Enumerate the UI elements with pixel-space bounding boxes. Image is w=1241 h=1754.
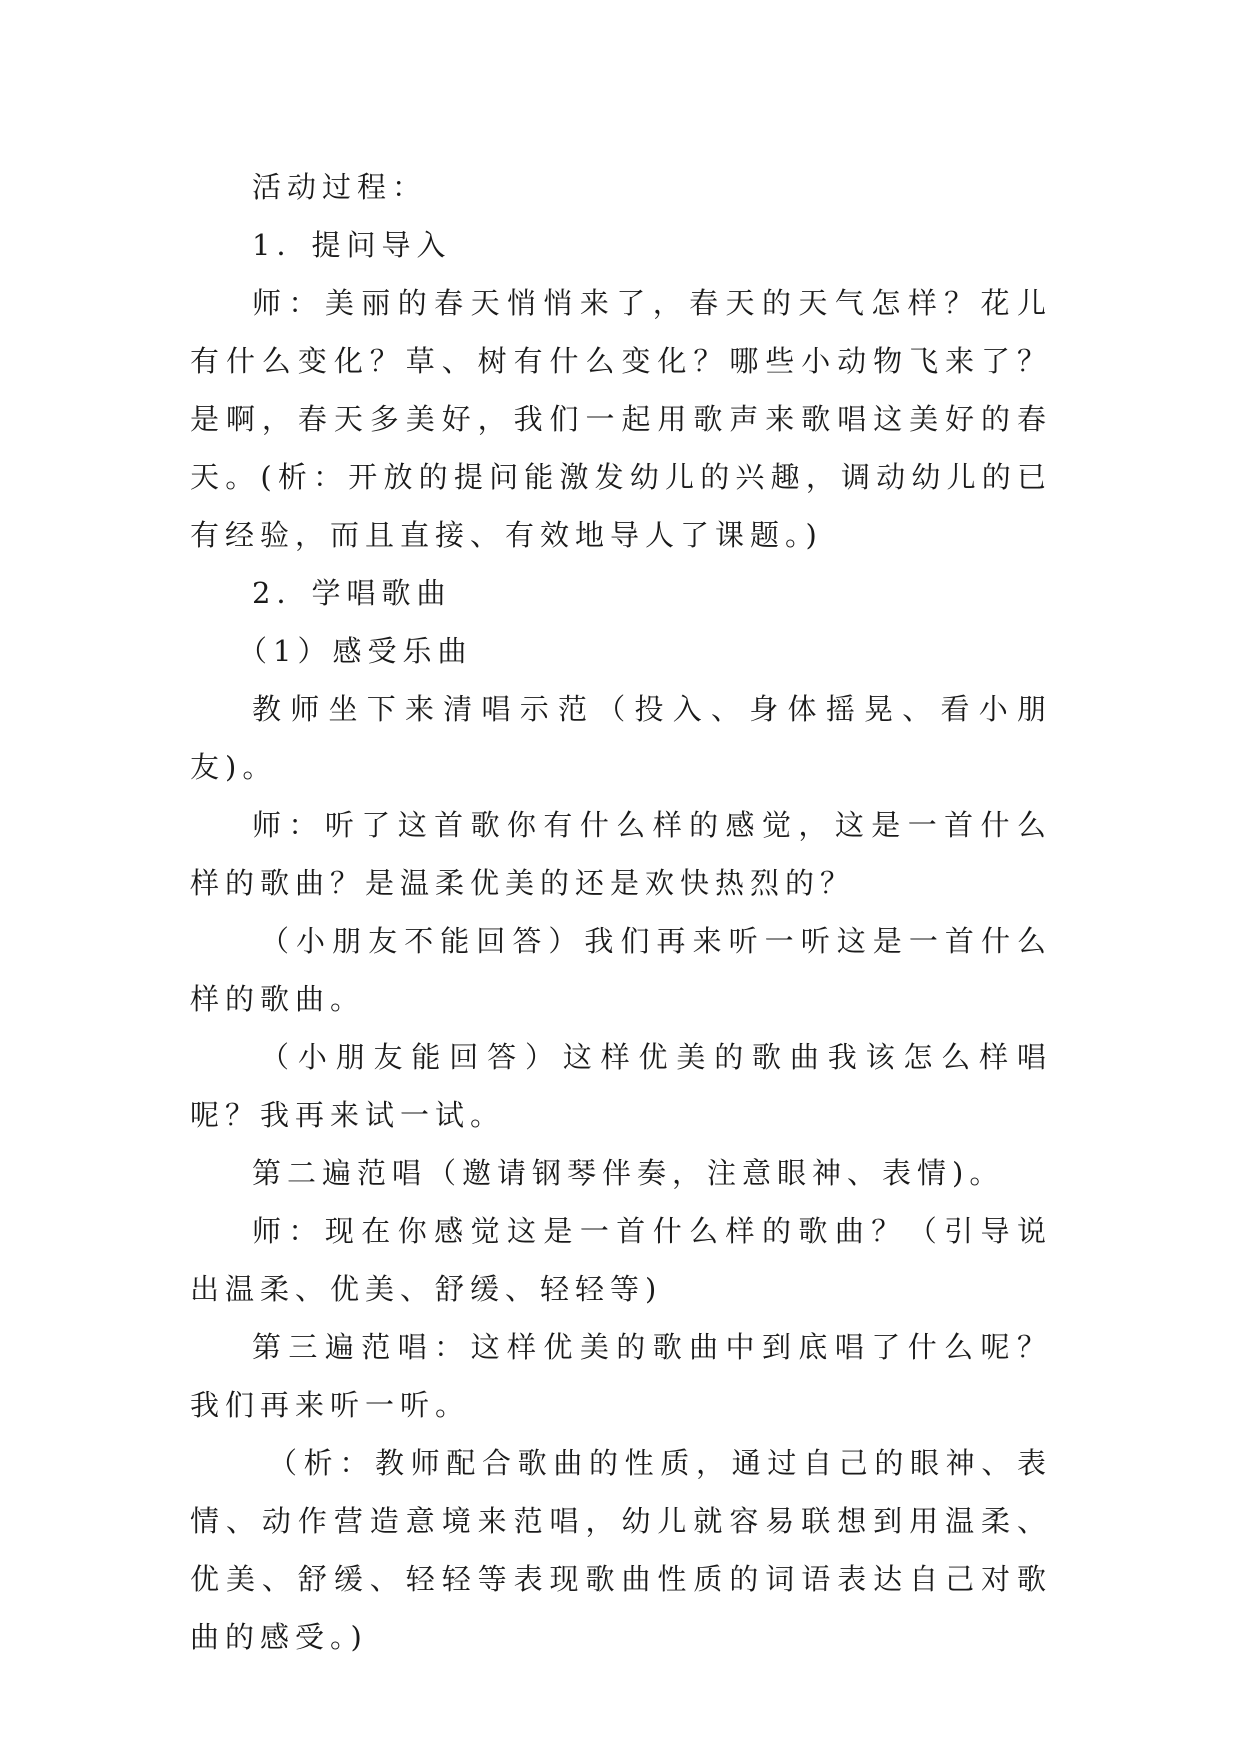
paragraph-second-demo: 第二遍范唱（邀请钢琴伴奏，注意眼神、表情)。 [252, 1156, 1005, 1190]
paragraph-teacher-feel: 师：现在你感觉这是一首什么样的歌曲？（引导说出温柔、优美、舒缓、轻轻等) [190, 1214, 1052, 1306]
activity-heading: 活动过程： [252, 170, 428, 204]
paragraph-cannot-answer: （小朋友不能回答）我们再来听一听这是一首什么样的歌曲。 [190, 924, 1052, 1016]
paragraph-third-demo: 第三遍范唱：这样优美的歌曲中到底唱了什么呢？我们再来听一听。 [190, 1330, 1052, 1422]
paragraph-teacher-question: 师：听了这首歌你有什么样的感觉，这是一首什么样的歌曲？是温柔优美的还是欢快热烈的？ [190, 808, 1052, 900]
paragraph-analysis: （析：教师配合歌曲的性质，通过自己的眼神、表情、动作营造意境来范唱，幼儿就容易联想到用温柔、优美、舒缓、轻轻等表现歌曲性质的词语表达自己对歌曲的感受。) [190, 1446, 1052, 1654]
paragraph-teacher-demo: 教师坐下来清唱示范（投入、身体摇晃、看小朋友)。 [190, 692, 1052, 784]
section-1-heading: 1．提问导入 [252, 228, 452, 262]
section-2-heading: 2．学唱歌曲 [252, 576, 452, 610]
document-body [190, 158, 1052, 1666]
subsection-1-heading: （1）感受乐曲 [238, 634, 473, 668]
paragraph-teacher-intro: 师：美丽的春天悄悄来了，春天的天气怎样？花儿有什么变化？草、树有什么变化？哪些小动物飞来了？是啊，春天多美好，我们一起用歌声来歌唱这美好的春天。(析：开放的提问能激发幼儿的兴趣，调动幼儿的已有经验，而且直接、有效地导人了课题。) [190, 286, 1052, 552]
paragraph-can-answer: （小朋友能回答）这样优美的歌曲我该怎么样唱呢？我再来试一试。 [190, 1040, 1052, 1132]
